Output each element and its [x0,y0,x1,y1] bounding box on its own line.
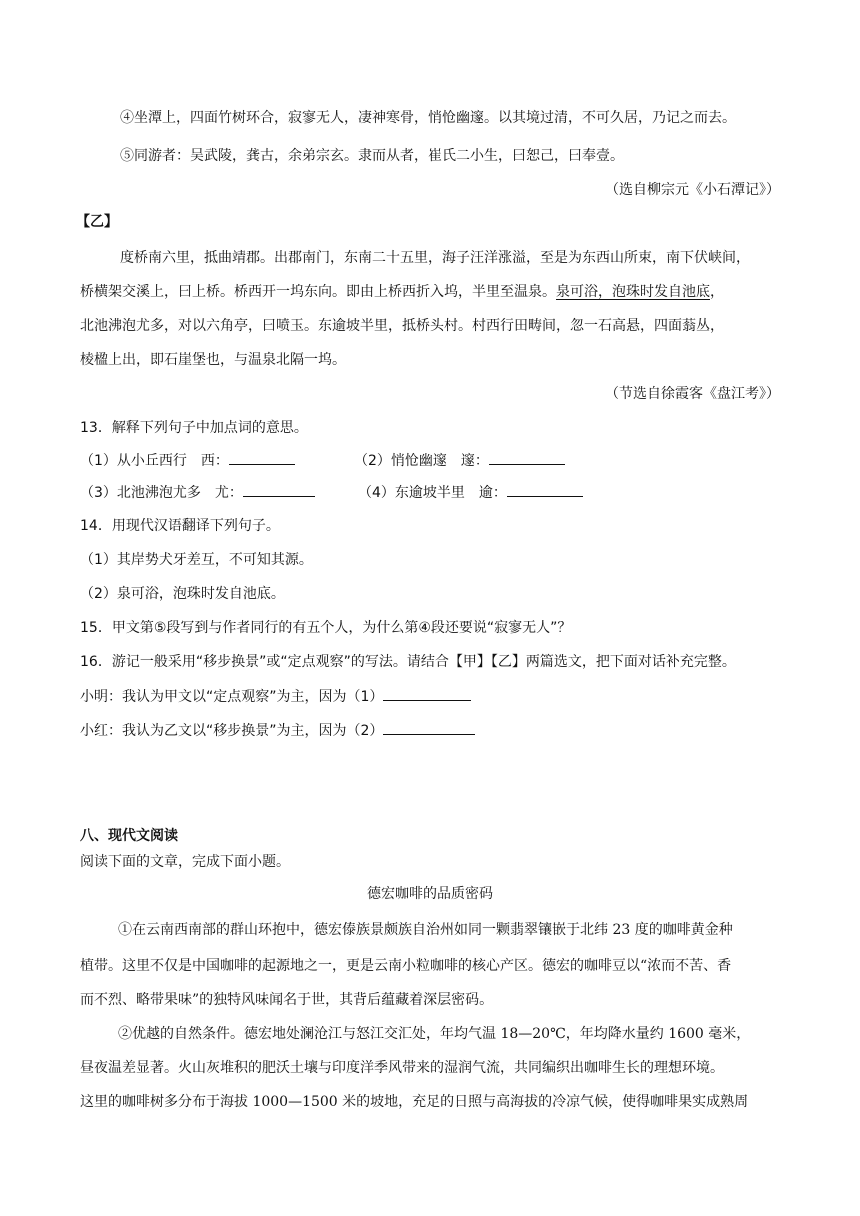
article-p1-line-3: 而不烈、略带果味”的独特风味闻名于世，其背后蕴藏着深层密码。 [80,992,494,1008]
question-16-a-text: 小明：我认为甲文以“定点观察”为主，因为（1） [80,689,384,705]
question-14-1: （1）其岸势犬牙差互，不可知其源。 [80,552,313,568]
question-13-4-text: （4）东逾坡半里 逾： [358,485,507,501]
article-title: 德宏咖啡的品质密码 [367,886,493,902]
question-16-b [80,720,475,741]
question-13-1-text: （1）从小丘西行 西： [80,453,229,469]
answer-blank[interactable] [383,686,471,701]
jia-source: （选自柳宗元《小石潭记》） [605,182,780,198]
article-p2-line-3: 这里的咖啡树多分布于海拔 1000—1500 米的坡地，充足的日照与高海拔的冷凉气候，使得咖啡果实成熟周 [80,1094,749,1110]
jia-paragraph-4: ④坐潭上，四面竹树环合，寂寥无人，凄神寒骨，悄怆幽邃。以其境过清，不可久居，乃记之而去。 [120,110,736,126]
question-13-4 [358,482,583,503]
answer-blank[interactable] [489,450,565,465]
question-15: 15．甲文第⑤段写到与作者同行的有五个人，为什么第④段还要说“寂寥无人”？ [80,620,572,636]
yi-line-1: 度桥南六里，抵曲靖郡。出郡南门，东南二十五里，海子汪洋涨溢，至是为东西山所束，南下伏峡间， [120,250,750,266]
answer-blank[interactable] [507,482,583,497]
question-14: 14．用现代汉语翻译下列句子。 [80,518,280,534]
answer-blank[interactable] [229,450,295,465]
section-8-heading: 八、现代文阅读 [80,828,178,844]
question-13-2 [354,450,565,471]
article-p1-line-2: 植带。这里不仅是中国咖啡的起源地之一，更是云南小粒咖啡的核心产区。德宏的咖啡豆以“浓而不苦、香 [80,958,732,974]
yi-label: 【乙】 [76,214,118,230]
question-13-3-text: （3）北池沸泡尤多 尤： [80,485,243,501]
question-13-1 [80,450,295,471]
yi-line-2 [80,282,780,302]
yi-line-2-comma: ， [710,284,724,300]
article-p1-line-1: ①在云南西南部的群山环抱中，德宏傣族景颇族自治州如同一颗翡翠镶嵌于北纬 23 度的咖啡黄金种 [118,922,733,938]
yi-line-4: 棱楹上出，即石崖堡也，与温泉北隔一坞。 [80,352,346,368]
yi-source: （节选自徐霞客《盘江考》） [605,386,780,402]
yi-line-2-text: 桥横架交溪上，曰上桥。桥西开一坞东向。即由上桥西折入坞，半里至温泉。 [80,284,556,300]
question-14-2: （2）泉可浴，泡珠时发自池底。 [80,586,285,602]
question-16-a [80,686,471,707]
article-p2-line-1: ②优越的自然条件。德宏地处澜沧江与怒江交汇处，年均气温 18—20℃，年均降水量约 1600 毫米， [118,1026,751,1042]
section-8-instruction: 阅读下面的文章，完成下面小题。 [80,854,290,870]
yi-underlined-sentence: 泉可浴，泡珠时发自池底 [556,284,710,300]
answer-blank[interactable] [243,482,315,497]
yi-line-3: 北池沸泡尤多，对以六角亭，曰喷玉。东逾坡半里，抵桥头村。村西行田畴间，忽一石高悬，四面蓊丛， [80,318,724,334]
question-16-b-text: 小红：我认为乙文以“移步换景”为主，因为（2） [80,723,384,739]
question-13: 13．解释下列句子中加点词的意思。 [80,420,308,436]
question-13-2-text: （2）悄怆幽邃 邃： [354,453,489,469]
article-p2-line-2: 昼夜温差显著。火山灰堆积的肥沃土壤与印度洋季风带来的湿润气流，共同编织出咖啡生长的理想环境。 [80,1060,724,1076]
question-13-3 [80,482,315,503]
jia-paragraph-5: ⑤同游者：吴武陵，龚古，余弟宗玄。隶而从者，崔氏二小生，曰恕己，曰奉壹。 [120,148,624,164]
answer-blank[interactable] [383,720,475,735]
question-16: 16．游记一般采用“移步换景”或“定点观察”的写法。请结合【甲】【乙】两篇选文，把下面对话补充完整。 [80,654,736,670]
